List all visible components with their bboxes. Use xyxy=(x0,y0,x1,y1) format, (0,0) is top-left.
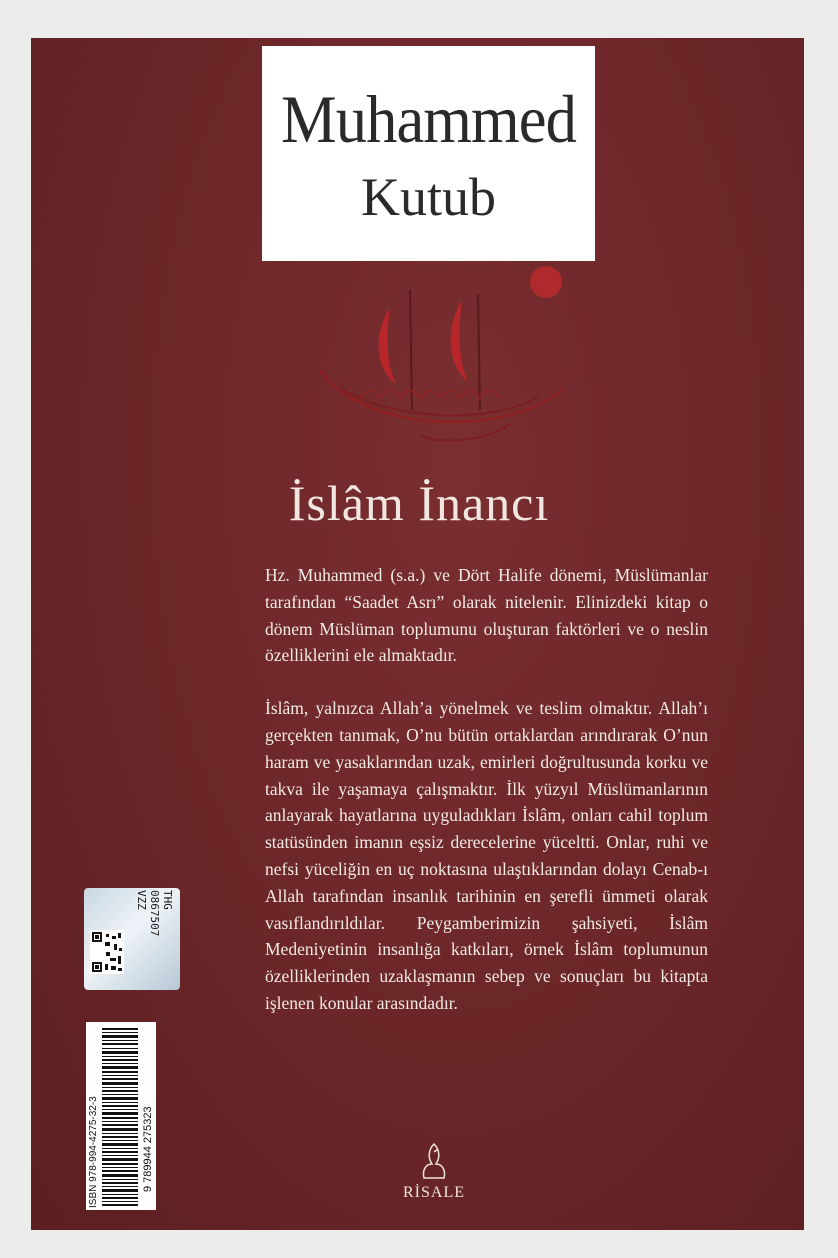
calligraphy-ship-icon xyxy=(300,260,580,460)
sticker-line-3: VZZ xyxy=(135,890,148,910)
security-sticker xyxy=(84,888,180,990)
qr-code-icon xyxy=(90,930,124,974)
blurb-paragraph-1: Hz. Muhammed (s.a.) ve Dört Halife dönemi, Müslümanlar tarafından “Saadet Asrı” olarak nitelenir. Elinizdeki kitap o dönem Müslüman toplumunu oluşturan faktörleri ve o neslin özelliklerini ele almaktadır. xyxy=(265,565,708,666)
sticker-line-2: 0867507 xyxy=(148,890,161,937)
author-box xyxy=(262,46,595,261)
back-cover-blurb xyxy=(265,562,708,1043)
bird-icon xyxy=(394,1140,474,1184)
author-last-name: Kutub xyxy=(361,167,496,227)
isbn-barcode xyxy=(86,1022,156,1210)
blurb-paragraph-2: İslâm, yalnızca Allah’a yönelmek ve teslim olmaktır. Allah’ı gerçekten tanımak, O’nu bütün ortaklardan arındırarak O’nun haram ve yasaklarından uzak, emirleri doğrultusunda korku ve takva ile yaşamaya çalışmaktır. İlk yüzyıl Müslümanlarının anlayarak hayatlarına uyguladıkları İslâm, onları cahil toplum statüsünden imanın eşsiz derecelerine yüceltti. Onlar, ruhi ve nefsi yüceliğin en uç noktasına ulaştıklarından dolayı Cenab-ı Allah tarafından insanlık tarihinin en şerefli ümmeti olarak vasıflandırıldılar. Peygamberimizin şahsiyeti, İslâm Medeniyetinin insanlığa katkıları, örnek İslâm toplumunun özelliklerinden uzaklaşmanın sebep ve sonuçları bu kitapta işlenen konular arasındadır. xyxy=(265,698,708,1013)
publisher-logo xyxy=(394,1140,474,1212)
book-title: İslâm İnancı xyxy=(288,475,550,531)
author-first-name: Muhammed xyxy=(281,81,576,157)
sticker-line-1: THG xyxy=(161,890,174,910)
isbn-text: ISBN 978-994-4275-32-3 xyxy=(88,1096,99,1208)
sticker-code xyxy=(134,890,174,986)
barcode-number: 9 789944 275323 xyxy=(142,1106,154,1192)
publisher-name: RİSALE xyxy=(403,1184,465,1201)
